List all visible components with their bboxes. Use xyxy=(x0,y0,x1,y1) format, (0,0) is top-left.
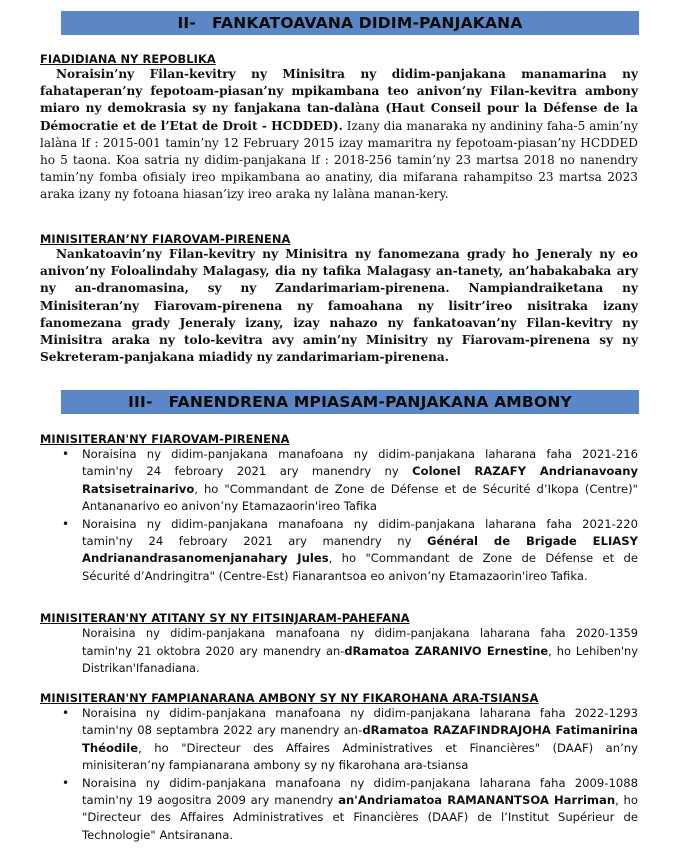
list-fampianarana xyxy=(40,705,638,844)
appointee-name: dRamatoa RAZAFINDRAJOHA Fatimanirina Théodile xyxy=(82,723,638,755)
bullet-icon: • xyxy=(62,775,70,790)
bullet-icon: • xyxy=(62,447,70,461)
section-number: II- xyxy=(177,14,197,32)
section-banner-3 xyxy=(61,390,639,414)
appointee-name: Général de Brigade ELIASY Andrianandrasanomenjanahary Jules xyxy=(82,534,639,566)
appointee-name: an'Andriamatoa RAMANANTSOA Harriman xyxy=(338,793,616,808)
appointee-name: Colonel RAZAFY Andrianavoany Ratsisetrainarivo xyxy=(82,464,639,496)
paragraph-rest-part: Izany dia manaraka ny andininy faha-5 amin’ny lalàna lf : 2015-001 tamin’ny 12 February 2015 izay mamaritra ny fepotoam-piasan’ny HCDDED ho 5 taona. Koa satria ny didim-panjakana lf : 2018-256 tamin’ny 23 martsa 2018 no nanendry tamin’ny fomba ofisialy ireo mpikambana ao anatiny, dia mifarana rahampitso 23 martsa 2023 araka izany ny fotoana hiasan’izy ireo araka ny lalàna manan-kery. xyxy=(40,118,638,202)
appointee-name: dRamatoa ZARANIVO Ernestine xyxy=(344,643,549,658)
paragraph-atitany: Noraisina ny didim-panjakana manafoana ny didim-panjakana laharana faha 2020-1359 tamin'ny 21 oktobra 2020 ary manendry an-dRamatoa ZARANIVO Ernestine, ho Lehiben'ny Distrikan'Ifanadiana. xyxy=(82,626,639,676)
section-title: FANENDRENA MPIASAM-PANJAKANA AMBONY xyxy=(168,393,572,411)
heading-fiarovam-2: MINISITERAN'NY FIAROVAM-PIRENENA xyxy=(40,432,290,446)
list-item: • Noraisina ny didim-panjakana manafoana ny didim-panjakana laharana faha 2021-216 tamin'ny 24 febroary 2021 ary manendry ny Colonel RAZAFY Andrianavoany Ratsisetrainarivo, ho "Commandant de Zone de Défense et de Sécurité d’Ikopa (Centre)" Antananarivo eo anivon’ny Etamazaorin'ireo Tafika xyxy=(62,447,639,514)
bullet-icon: • xyxy=(62,706,70,720)
bullet-icon: • xyxy=(62,516,70,531)
list-item: • Noraisina ny didim-panjakana manafoana ny didim-panjakana laharana faha 2022-1293 tamin'ny 08 septambra 2022 ary manendry an-dRamatoa RAZAFINDRAJOHA Fatimanirina Théodile, ho "Directeur des Affaires Administratives et Financières" (DAAF) an’ny minisiteran’ny fampianarana ambony sy ny fikarohana ara-tsiansa xyxy=(62,706,638,773)
section-banner-2 xyxy=(61,11,639,35)
heading-atitany: MINISITERAN'NY ATITANY SY NY FITSINJARAM-PAHEFANA xyxy=(40,611,410,625)
section-title: FANKATOAVANA DIDIM-PANJAKANA xyxy=(212,14,523,32)
heading-fiarovam-1: MINISITERAN’NY FIAROVAM-PIRENENA xyxy=(40,232,291,246)
paragraph-fiarovam-1: Nankatoavin’ny Filan-kevitry ny Minisitra ny fanomezana grady ho Jeneraly ny eo anivon’ny Foloalindahy Malagasy, dia ny tafika Malagasy an-tanety, an’habakabaka ary ny an-dranomasina, sy ny Zandarimariam-pirenena. Nampiandraiketana ny Minisiteran’ny Fiarovam-pirenena ny famoahana ny lisitr’ireo nisitraka izany fanomezana grady Jeneraly izany, izay nahazo ny fankatoavan’ny Filan-kevitry ny Minisitra araka ny tolo-kevitra avy amin’ny Minisitry ny Fiarovam-pirenena sy ny Sekreteram-panjakana miadidy ny zandarimariam-pirenena. xyxy=(40,247,638,365)
paragraph-fiadidiana xyxy=(40,66,638,204)
list-item: • Noraisina ny didim-panjakana manafoana ny didim-panjakana laharana faha 2009-1088 tamin'ny 19 aogositra 2009 ary manendry an'Andriamatoa RAMANANTSOA Harriman, ho "Directeur des Affaires Administratives et Financières (DAAF) de l’Institut Supérieur de Technologie" Antsiranana. xyxy=(62,775,638,842)
heading-fampianarana: MINISITERAN'NY FAMPIANARANA AMBONY SY NY FIKAROHANA ARA-TSIANSA xyxy=(40,691,539,705)
heading-fiadidiana: FIADIDIANA NY REPOBLIKA xyxy=(40,52,216,66)
section-number: III- xyxy=(128,393,153,411)
list-item: • Noraisina ny didim-panjakana manafoana ny didim-panjakana laharana faha 2021-220 tamin'ny 24 febroary 2021 ary manendry ny Général de Brigade ELIASY Andrianandrasanomenjanahary Jules, ho "Commandant de Zone de Défense et de Sécurité d’Andringitra" (Centre-Est) Fianarantsoa eo anivon’ny Etamazaorin'ireo Tafika. xyxy=(62,516,639,583)
paragraph-bold-part: Noraisin’ny Filan-kevitry ny Minisitra ny didim-panjakana manamarina ny fahataperan’ny fepotoam-piasan’ny mpikambana teo anivon’ny Filan-kevitra ambony miaro ny demokrasia sy ny fanjakana tan-dalàna (Haut Conseil pour la Défense de la Démocratie et de l’Etat de Droit - HCDDED). xyxy=(40,67,638,133)
list-fiarovam-2 xyxy=(40,446,638,585)
